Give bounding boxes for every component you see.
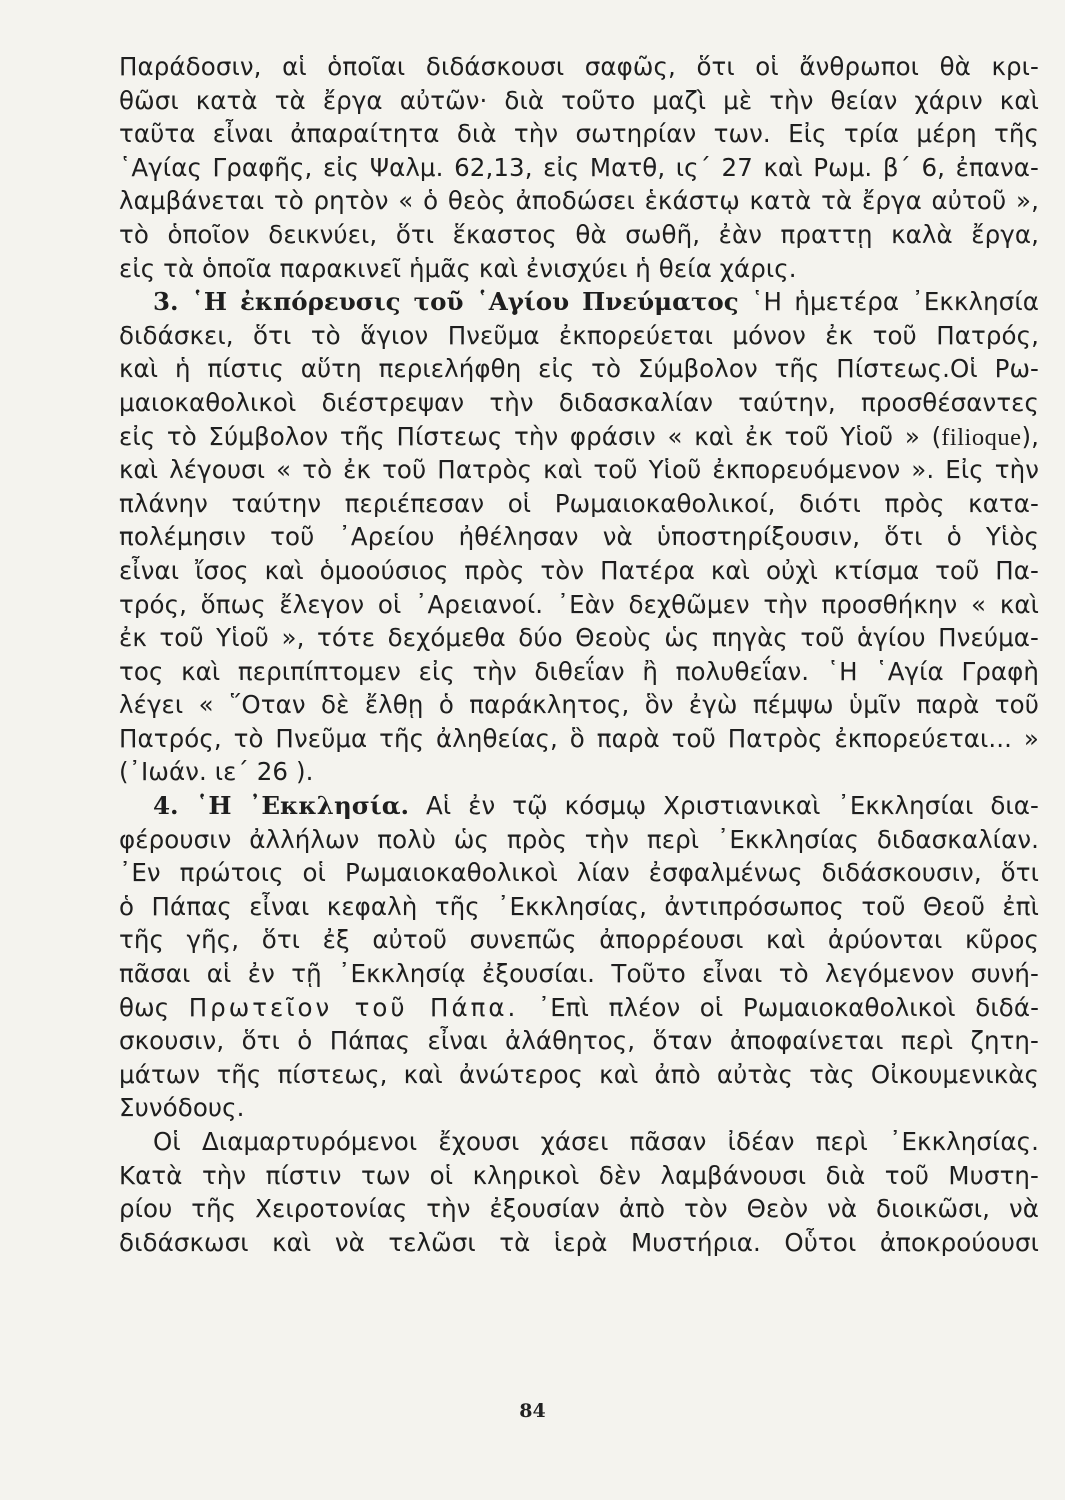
filioque-line-start: εἰς τὸ Σύμβολον τῆς Πίστεως τὴν φράσιν « καὶ ἐκ τοῦ Υἱοῦ » (	[119, 421, 942, 451]
text-line: σκουσιν, ὅτι ὁ Πάπας εἶναι ἀλάθητος, ὅταν ἀποφαίνεται περὶ ζητη-	[119, 1026, 1039, 1056]
text-line: ἐκ τοῦ Υἱοῦ », τότε δεχόμεθα δύο Θεοὺς ὡς πηγὰς τοῦ ἁγίου Πνεύμα-	[119, 623, 1039, 653]
section-4-lead-text: Αἱ ἐν τῷ κόσμῳ Χριστιανικαὶ ᾿Εκκλησίαι δια-	[426, 791, 1039, 821]
text-line: ρίου τῆς Χειροτονίας τὴν ἐξουσίαν ἀπὸ τὸν Θεὸν νὰ διοικῶσι, νὰ	[119, 1194, 1039, 1224]
section-3-first-line	[119, 285, 1039, 319]
text-line: εἶναι ἴσος καὶ ὁμοούσιος πρὸς τὸν Πατέρα καὶ οὐχὶ κτίσμα τοῦ Πα-	[119, 555, 1039, 585]
filioque-term: filioque	[941, 423, 1022, 451]
section-4-heading: 4. ῾Η ᾿Εκκλησία.	[153, 791, 410, 821]
page-number: 84	[519, 1400, 546, 1422]
text-line: τος καὶ περιπίπτομεν εἰς τὴν διθεΐαν ἢ πολυθεΐαν. ῾Η ῾Αγία Γραφὴ	[119, 656, 1039, 686]
text-line: (᾿Ιωάν. ιε΄ 26 ).	[119, 757, 314, 787]
primacy-line-start: θως	[119, 992, 170, 1022]
text-line: Οἱ Διαμαρτυρόμενοι ἔχουσι χάσει πᾶσαν ἰδέαν περὶ ᾿Εκκλησίας.	[153, 1127, 1039, 1156]
text-line: τρός, ὅπως ἔλεγον οἱ ᾿Αρειανοί. ᾿Εὰν δεχθῶμεν τὴν προσθήκην « καὶ	[119, 589, 1039, 619]
text-line: ταῦτα εἶναι ἀπαραίτητα διὰ τὴν σωτηρίαν των. Εἰς τρία μέρη τῆς	[119, 119, 1039, 149]
papal-primacy-phrase: Πρωτεῖον τοῦ Πάπα.	[188, 992, 519, 1022]
text-line: καὶ λέγουσι « τὸ ἐκ τοῦ Πατρὸς καὶ τοῦ Υἱοῦ ἐκπορευόμενον ». Εἰς τὴν	[119, 455, 1039, 485]
text-line: μάτων τῆς πίστεως, καὶ ἀνώτερος καὶ ἀπὸ αὐτὰς τὰς Οἰκουμενικὰς	[119, 1059, 1039, 1089]
text-line: μαιοκαθολικοὶ διέστρεψαν τὴν διδασκαλίαν ταύτην, προσθέσαντες	[119, 387, 1039, 417]
text-line: λέγει « ῞Οταν δὲ ἔλθῃ ὁ παράκλητος, ὃν ἐγὼ πέμψω ὑμῖν παρὰ τοῦ	[119, 690, 1039, 720]
text-line: τῆς γῆς, ὅτι ἐξ αὐτοῦ συνεπῶς ἀπορρέουσι καὶ ἀρύονται κῦρος	[119, 925, 1039, 955]
text-line: ὁ Πάπας εἶναι κεφαλὴ τῆς ᾿Εκκλησίας, ἀντιπρόσωπος τοῦ Θεοῦ ἐπὶ	[119, 891, 1039, 921]
filioque-line-end: ),	[1021, 421, 1039, 451]
text-line: ῾Αγίας Γραφῆς, εἰς Ψαλμ. 62,13, εἰς Ματθ, ις΄ 27 καὶ Ρωμ. β΄ 6, ἐπανα-	[119, 152, 1039, 182]
text-line: Πατρός, τὸ Πνεῦμα τῆς ἀληθείας, ὃ παρὰ τοῦ Πατρὸς ἐκπορεύεται... »	[119, 723, 1039, 753]
page-body-text	[119, 50, 1039, 1259]
primacy-line	[119, 991, 1039, 1025]
filioque-line	[119, 420, 1039, 454]
text-line: πολέμησιν τοῦ ᾿Αρείου ἠθέλησαν νὰ ὑποστηρίξουσιν, ὅτι ὁ Υἱὸς	[119, 522, 1039, 552]
text-line: Συνόδους.	[119, 1093, 245, 1123]
primacy-line-end: ᾿Επὶ πλέον οἱ Ρωμαιοκαθολικοὶ διδά-	[537, 992, 1040, 1022]
section-4-first-line	[119, 789, 1039, 823]
text-line: ᾿Εν πρώτοις οἱ Ρωμαιοκαθολικοὶ λίαν ἐσφαλμένως διδάσκουσιν, ὅτι	[119, 858, 1039, 888]
text-line: εἰς τὰ ὁποῖα παρακινεῖ ἡμᾶς καὶ ἐνισχύει ἡ θεία χάρις.	[119, 253, 797, 283]
text-line: φέρουσιν ἀλλήλων πολὺ ὡς πρὸς τὴν περὶ ᾿Εκκλησίας διδασκαλίαν.	[119, 824, 1039, 854]
text-line: πλάνην ταύτην περιέπεσαν οἱ Ρωμαιοκαθολικοί, διότι πρὸς κατα-	[119, 488, 1039, 518]
text-line: θῶσι κατὰ τὰ ἔργα αὐτῶν· διὰ τοῦτο μαζὶ μὲ τὴν θείαν χάριν καὶ	[119, 85, 1039, 115]
text-line: τὸ ὁποῖον δεικνύει, ὅτι ἕκαστος θὰ σωθῆ, ἐὰν πραττῃ καλὰ ἔργα,	[119, 219, 1039, 249]
text-line: Παράδοσιν, αἱ ὁποῖαι διδάσκουσι σαφῶς, ὅτι οἱ ἄνθρωποι θὰ κρι-	[119, 52, 1039, 81]
text-line: διδάσκωσι καὶ νὰ τελῶσι τὰ ἱερὰ Μυστήρια. Οὗτοι ἀποκρούουσι	[119, 1227, 1039, 1257]
text-line: Κατὰ τὴν πίστιν των οἱ κληρικοὶ δὲν λαμβάνουσι διὰ τοῦ Μυστη-	[119, 1160, 1039, 1190]
text-line: πᾶσαι αἱ ἐν τῇ ᾿Εκκλησίᾳ ἐξουσίαι. Τοῦτο εἶναι τὸ λεγόμενον συνή-	[119, 959, 1039, 989]
text-line: λαμβάνεται τὸ ρητὸν « ὁ θεὸς ἀποδώσει ἑκάστῳ κατὰ τὰ ἔργα αὐτοῦ »,	[119, 186, 1039, 216]
text-line: διδάσκει, ὅτι τὸ ἅγιον Πνεῦμα ἐκπορεύεται μόνον ἐκ τοῦ Πατρός,	[119, 320, 1039, 350]
text-line: καὶ ἡ πίστις αὕτη περιελήφθη εἰς τὸ Σύμβολον τῆς Πίστεως.Οἱ Ρω-	[119, 354, 1039, 384]
section-3-heading: 3. ῾Η ἐκπόρευσις τοῦ ῾Αγίου Πνεύματος	[153, 287, 739, 317]
section-3-lead-text: ῾Η ἡμετέρα ᾿Εκκλησία	[751, 287, 1039, 317]
